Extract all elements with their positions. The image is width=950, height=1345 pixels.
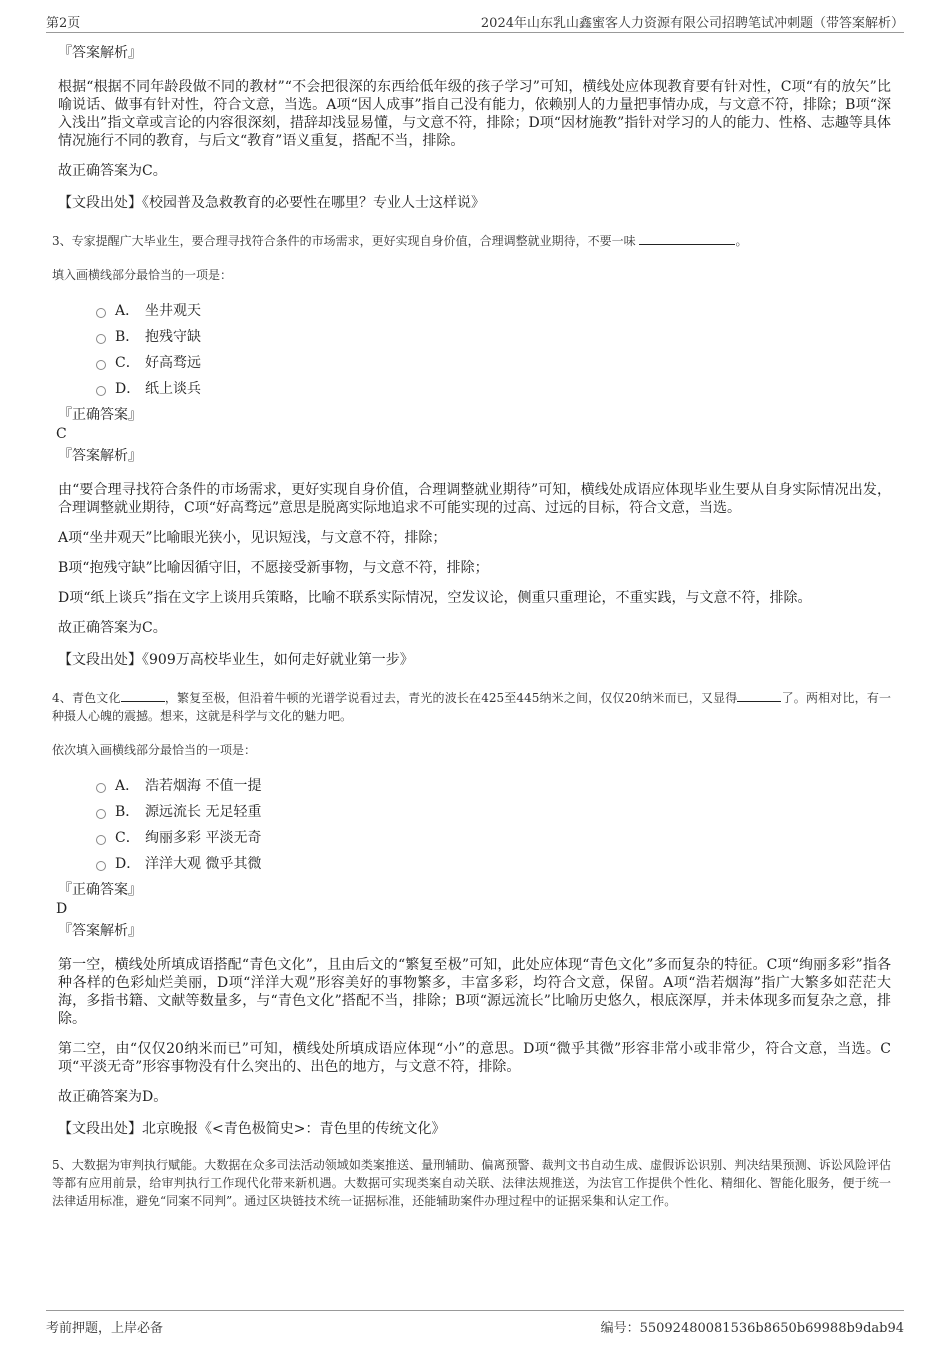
question-3-stem (52, 230, 891, 250)
question-3-end: 。 (735, 234, 748, 248)
correct-answer: C (56, 426, 67, 442)
document-title: 2024年山东乳山鑫蜜客人力资源有限公司招聘笔试冲刺题（带答案解析） (480, 16, 904, 31)
page-header (46, 12, 904, 33)
option-a[interactable]: A． 坐井观天 (96, 298, 891, 324)
analysis-tag: 『答案解析』 (58, 45, 142, 61)
source-citation: 【文段出处】北京晚报《<青色极简史>：青色里的传统文化》 (58, 1121, 446, 1137)
fill-blank (737, 687, 781, 702)
footer-slogan: 考前押题，上岸必备 (46, 1321, 164, 1336)
radio-icon[interactable] (96, 783, 106, 793)
analysis-paragraph: 第二空，由“仅仅20纳米而已”可知，横线处所填成语应体现“小”的意思。D项“微乎其微”形容非常小或非常少，符合文意，当选。C项“平淡无奇”形容事物没有什么突出的、出色的地方，与文意不符，排除。 (58, 1041, 891, 1075)
page-content (52, 40, 891, 1210)
analysis-paragraph: D项“纸上谈兵”指在文字上谈用兵策略，比喻不联系实际情况，空发议论，侧重只重理论，不重实践，与文意不符，排除。 (58, 590, 812, 606)
source-citation: 【文段出处】《909万高校毕业生，如何走好就业第一步》 (58, 652, 414, 668)
analysis-conclusion: 故正确答案为C。 (58, 620, 167, 636)
question-5-stem: 5、大数据为审判执行赋能。大数据在众多司法活动领域如类案推送、量刑辅助、偏离预警、裁判文书自动生成、虚假诉讼识别、判决结果预测、诉讼风险评估等都有应用前景，给审判执行工作现代化带来新机遇。大数据可实现类案自动关联、法律法规推送，为法官工作提供个性化、精细化、智能化服务，便于统一法律适用标准，避免“同案不同判”。通过区块链技术统一证据标准，还能辅助案件办理过程中的证据采集和认定工作。 (52, 1158, 891, 1208)
source-citation: 【文段出处】《校园普及急救教育的必要性在哪里？专业人士这样说》 (58, 195, 485, 211)
radio-icon[interactable] (96, 308, 106, 318)
option-d[interactable]: D． 纸上谈兵 (96, 376, 891, 402)
answer-tag: 『正确答案』 (58, 882, 142, 898)
document-id: 编号：55092480081536b8650b69988b9dab94 (600, 1321, 904, 1336)
analysis-tag: 『答案解析』 (58, 448, 142, 464)
correct-answer: D (56, 901, 68, 917)
fill-blank (121, 687, 165, 702)
radio-icon[interactable] (96, 861, 106, 871)
radio-icon[interactable] (96, 334, 106, 344)
question-4-instruction: 依次填入画横线部分最恰当的一项是： (52, 743, 257, 757)
analysis-paragraph: 由“要合理寻找符合条件的市场需求，更好实现自身价值，合理调整就业期待”可知，横线处成语应体现毕业生要从自身实际情况出发，合理调整就业期待，C项“好高骛远”意思是脱离实际地追求不可能实现的过高、过远的目标，符合文意，当选。 (58, 482, 891, 516)
question-3-instruction: 填入画横线部分最恰当的一项是： (52, 268, 233, 282)
option-b[interactable]: B． 源远流长 无足轻重 (96, 799, 891, 825)
analysis-conclusion: 故正确答案为D。 (58, 1089, 168, 1105)
question-3-options (96, 298, 891, 402)
analysis-paragraph: A项“坐井观天”比喻眼光狭小，见识短浅，与文意不符，排除； (58, 530, 447, 546)
radio-icon[interactable] (96, 386, 106, 396)
option-c[interactable]: C． 绚丽多彩 平淡无奇 (96, 825, 891, 851)
answer-tag: 『正确答案』 (58, 407, 142, 423)
option-a[interactable]: A． 浩若烟海 不值一提 (96, 773, 891, 799)
radio-icon[interactable] (96, 835, 106, 845)
option-c[interactable]: C． 好高骛远 (96, 350, 891, 376)
analysis-paragraph: B项“抱残守缺”比喻因循守旧，不愿接受新事物，与文意不符，排除； (58, 560, 489, 576)
option-b[interactable]: B． 抱残守缺 (96, 324, 891, 350)
page-footer (46, 1310, 904, 1335)
analysis-conclusion: 故正确答案为C。 (58, 163, 167, 179)
analysis-paragraph: 根据“根据不同年龄段做不同的教材”“不会把很深的东西给低年级的孩子学习”可知，横线处应体现教育要有针对性，C项“有的放矢”比喻说话、做事有针对性，符合文意，当选。A项“因人成事”指自己没有能力，依赖别人的力量把事情办成，与文意不符，排除；B项“深入浅出”指文章或言论的内容很深刻，措辞却浅显易懂，与文意不符，排除；D项“因材施教”指针对学习的人的能力、性格、志趣等具体情况施行不同的教育，与后文“教育”语义重复，搭配不当，排除。 (58, 79, 891, 149)
question-3-text: 3、专家提醒广大毕业生，要合理寻找符合条件的市场需求，更好实现自身价值，合理调整就业期待，不要一味 (52, 234, 636, 248)
analysis-paragraph: 第一空，横线处所填成语搭配“青色文化”，且由后文的“繁复至极”可知，此处应体现“青色文化”多而复杂的特征。C项“绚丽多彩”指各种各样的色彩灿烂美丽，D项“洋洋大观”形容美好的事物繁多，丰富多彩，均符合文意，保留。A项“浩若烟海”指广大繁多如茫茫大海，多指书籍、文献等数量多，与“青色文化”搭配不当，排除；B项“源远流长”比喻历史悠久，根底深厚，并未体现多而复杂之意，排除。 (58, 957, 891, 1027)
question-4-stem: 4、青色文化 ，繁复至极，但沿着牛顿的光谱学说看过去，青光的波长在425至445纳米之间，仅仅20纳米而已，又显得 了。两相对比，有一种摄人心魄的震撼。想来，这就是科学与文化的魅力吧。 (52, 687, 891, 725)
option-d[interactable]: D． 洋洋大观 微乎其微 (96, 851, 891, 877)
page-number: 第2页 (46, 16, 81, 31)
analysis-tag: 『答案解析』 (58, 923, 142, 939)
radio-icon[interactable] (96, 360, 106, 370)
radio-icon[interactable] (96, 809, 106, 819)
question-4-options (96, 773, 891, 877)
fill-blank (639, 230, 735, 245)
